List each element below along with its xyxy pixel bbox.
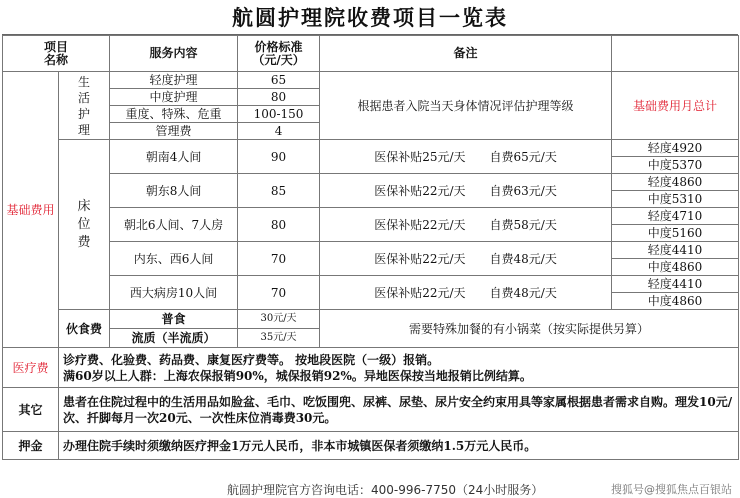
medical-row — [3, 348, 739, 388]
monthly-medium: 中度4860 — [612, 259, 739, 276]
monthly-light: 轻度4920 — [612, 140, 739, 157]
meal-row — [3, 310, 739, 329]
fee-sheet — [2, 2, 738, 476]
care-price: 80 — [238, 89, 320, 106]
monthly-light: 轻度4710 — [612, 208, 739, 225]
monthly-light: 轻度4410 — [612, 242, 739, 259]
bed-note: 医保补贴22元/天 自费48元/天 — [320, 242, 612, 276]
bed-price: 70 — [238, 276, 320, 310]
bed-price: 90 — [238, 140, 320, 174]
care-service: 重度、特殊、危重 — [110, 106, 238, 123]
care-service: 管理费 — [110, 123, 238, 140]
bed-service: 朝南4人间 — [110, 140, 238, 174]
bed-service: 朝北6人间、7人房 — [110, 208, 238, 242]
care-service: 中度护理 — [110, 89, 238, 106]
care-service: 轻度护理 — [110, 72, 238, 89]
other-row — [3, 388, 739, 432]
care-price: 65 — [238, 72, 320, 89]
bed-row — [3, 242, 739, 259]
medical-text: 诊疗费、化验费、药品费、康复医疗费等。 按地段医院（一级）报销。 满60岁以上人群：上海农保报销90%，城保报销92%。异地医保按当地报销比例结算。 — [59, 348, 739, 388]
header-blank — [612, 36, 739, 72]
monthly-medium: 中度5370 — [612, 157, 739, 174]
consult-phone: 航圆护理院官方咨询电话：400-996-7750（24小时服务） — [227, 483, 544, 497]
care-label: 生活护理 — [59, 72, 110, 140]
medical-label: 医疗费 — [3, 348, 59, 388]
header-row — [3, 36, 739, 72]
bed-price: 80 — [238, 208, 320, 242]
meal-service: 普食 — [110, 310, 238, 329]
care-note: 根据患者入院当天身体情况评估护理等级 — [320, 72, 612, 140]
bed-price: 85 — [238, 174, 320, 208]
monthly-medium: 中度4860 — [612, 293, 739, 310]
monthly-light: 轻度4410 — [612, 276, 739, 293]
bed-note: 医保补贴22元/天 自费63元/天 — [320, 174, 612, 208]
monthly-medium: 中度5310 — [612, 191, 739, 208]
other-label: 其它 — [3, 388, 59, 432]
footer — [0, 478, 740, 498]
bed-row — [3, 140, 739, 157]
watermark: 搜狐号@搜狐焦点百银站 — [611, 483, 732, 496]
monthly-light: 轻度4860 — [612, 174, 739, 191]
care-row — [3, 72, 739, 89]
meal-service: 流质（半流质） — [110, 329, 238, 348]
monthly-medium: 中度5160 — [612, 225, 739, 242]
basic-fee-label: 基础费用 — [3, 72, 59, 348]
other-text: 患者在住院过程中的生活用品如脸盆、毛巾、吃饭围兜、尿裤、尿垫、尿片安全约束用具等家属根据患者需求自购。理发10元/次、扦脚每月一次20元、一次性床位消毒费30元。 — [59, 388, 739, 432]
bed-note: 医保补贴22元/天 自费58元/天 — [320, 208, 612, 242]
header-item: 项目 名称 — [3, 36, 110, 72]
bed-price: 70 — [238, 242, 320, 276]
meal-note: 需要特殊加餐的有小锅菜（按实际提供另算） — [320, 310, 739, 348]
meal-label: 伙食费 — [59, 310, 110, 348]
monthly-total-label: 基础费用月总计 — [612, 72, 739, 140]
bed-note: 医保补贴22元/天 自费48元/天 — [320, 276, 612, 310]
header-price: 价格标准 （元/天） — [238, 36, 320, 72]
bed-label: 床位费 — [59, 140, 110, 310]
care-price: 100-150 — [238, 106, 320, 123]
bed-row — [3, 174, 739, 191]
page-title: 航圆护理院收费项目一览表 — [2, 2, 738, 35]
care-price: 4 — [238, 123, 320, 140]
deposit-label: 押金 — [3, 432, 59, 460]
fee-table — [2, 35, 739, 460]
header-notes: 备注 — [320, 36, 612, 72]
deposit-text: 办理住院手续时须缴纳医疗押金1万元人民币，非本市城镇医保者须缴纳1.5万元人民币。 — [59, 432, 739, 460]
bed-service: 内东、西6人间 — [110, 242, 238, 276]
bed-row — [3, 276, 739, 293]
bed-service: 朝东8人间 — [110, 174, 238, 208]
header-service: 服务内容 — [110, 36, 238, 72]
meal-price: 35元/天 — [238, 329, 320, 348]
bed-row — [3, 208, 739, 225]
deposit-row — [3, 432, 739, 460]
bed-note: 医保补贴25元/天 自费65元/天 — [320, 140, 612, 174]
meal-price: 30元/天 — [238, 310, 320, 329]
bed-service: 西大病房10人间 — [110, 276, 238, 310]
